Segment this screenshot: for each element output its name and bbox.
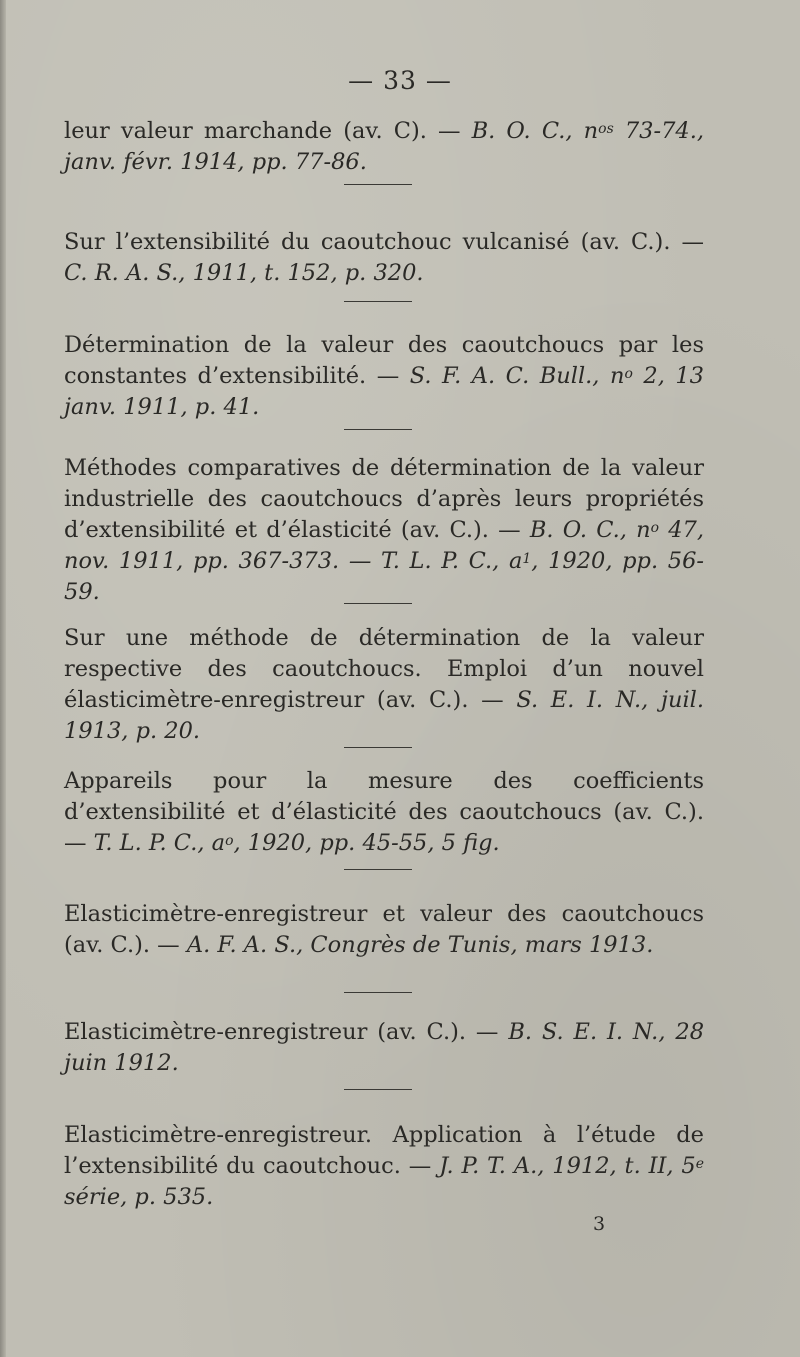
entry-reference-cont: série, p. 535. (64, 1184, 214, 1210)
entry-text: leur valeur marchande (av. C). — (64, 118, 472, 144)
entry-superscript: o (225, 833, 234, 850)
entry-superscript: os (598, 121, 614, 138)
separator-rule (344, 301, 412, 302)
entry-reference-cont: 73-74., janv. févr. 1914, pp. 77-86. (64, 118, 705, 175)
bibliography-entry (64, 899, 704, 961)
separator-rule (344, 747, 412, 748)
entry-reference: S. E. I. N., juil. 1913, p. 20. (64, 687, 704, 744)
entry-text: Méthodes comparatives de détermination de la valeur industrielle des caoutchoucs d’après leurs propriétés d’extensibilité et d’élasticité (av. C.). — (64, 455, 704, 543)
entry-reference: B. S. E. I. N., 28 juin 1912. (64, 1019, 705, 1076)
bibliography-entry (64, 1120, 704, 1213)
entry-reference-cont: , 1920, pp. 45-55, 5 fig. (233, 830, 500, 856)
entry-reference-cont: 47, nov. 1911, pp. 367-373. — T. L. P. C., a (64, 517, 704, 574)
entry-superscript: o (624, 366, 633, 383)
entry-text: Elasticimètre-enregistreur. Application à l’étude de l’extensibilité du caoutchouc. — (64, 1122, 704, 1179)
entry-superscript: o (650, 520, 660, 537)
entry-superscript: 1 (522, 551, 532, 568)
separator-rule (344, 992, 412, 993)
entry-text: Sur l’extensibilité du caoutchouc vulcanisé (av. C.). — (64, 229, 704, 255)
entry-reference-cont: , 1920, pp. 56-59. (64, 548, 704, 605)
entry-text: Détermination de la valeur des caoutchoucs par les constantes d’extensibilité. — (64, 332, 704, 389)
bibliography-entry (64, 1017, 704, 1079)
bibliography-entry (64, 766, 704, 859)
entry-text: Elasticimètre-enregistreur (av. C.). — (64, 1019, 509, 1045)
separator-rule (344, 869, 412, 870)
entry-reference: J. P. T. A., 1912, t. II, 5 (439, 1153, 696, 1179)
entry-superscript: e (695, 1156, 704, 1173)
page-number: — 33 — (348, 66, 452, 95)
bibliography-entry (64, 330, 704, 423)
entry-reference: B. O. C., n (529, 517, 651, 543)
entry-text: Elasticimètre-enregistreur et valeur des caoutchoucs (av. C.). — (64, 901, 704, 958)
entry-text: Sur une méthode de détermination de la valeur respective des caoutchoucs. Emploi d’un nouvel élasticimètre-enregistreur (av. C.). — (64, 625, 704, 713)
entry-text: Appareils pour la mesure des coefficients d’extensibilité et d’élasticité des caoutchoucs (av. C.). — (64, 768, 704, 856)
bibliography-entry (64, 453, 704, 608)
separator-rule (344, 429, 412, 430)
bibliography-entry (64, 227, 704, 289)
signature-mark: 3 (593, 1213, 606, 1235)
bibliography-entry (64, 623, 704, 747)
separator-rule (344, 184, 412, 185)
separator-rule (344, 1089, 412, 1090)
entry-reference-cont: 2, 13 janv. 1911, p. 41. (64, 363, 704, 420)
entry-reference: S. F. A. C. Bull., n (409, 363, 625, 389)
entry-reference: T. L. P. C., a (93, 830, 226, 856)
page-edge-shadow (0, 0, 6, 1357)
entry-reference: A. F. A. S., Congrès de Tunis, mars 1913. (186, 932, 654, 958)
entry-reference: C. R. A. S., 1911, t. 152, p. 320. (64, 260, 424, 286)
entry-reference: B. O. C., n (471, 118, 599, 144)
bibliography-entry (64, 116, 704, 178)
separator-rule (344, 603, 412, 604)
